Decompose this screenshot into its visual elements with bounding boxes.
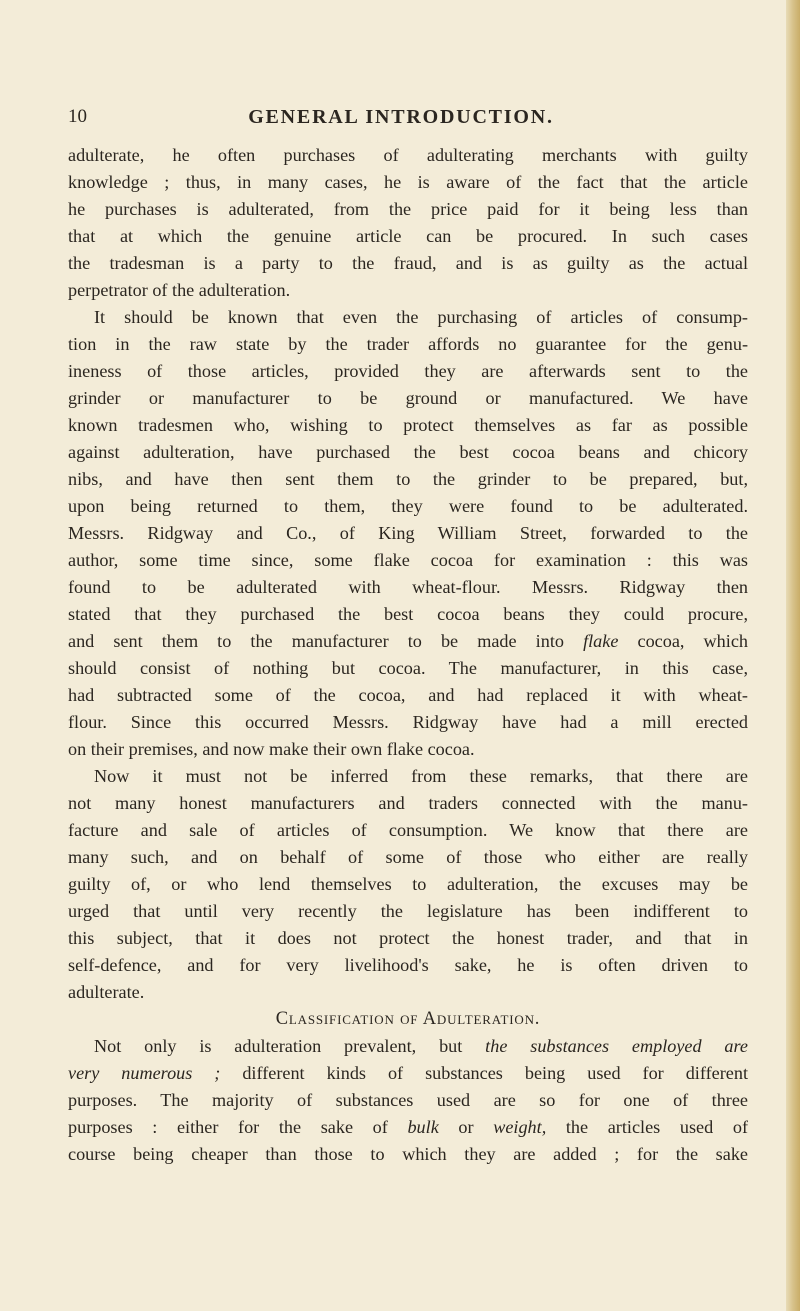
- page-header: [54, 106, 748, 136]
- text-line: should consist of nothing but cocoa. The manufacturer, in this case,: [68, 658, 748, 678]
- text-line: knowledge ; thus, in many cases, he is aware of the fact that the article: [68, 172, 748, 192]
- running-title: GENERAL INTRODUCTION.: [248, 106, 554, 128]
- text-line: on their premises, and now make their own flake cocoa.: [68, 739, 475, 759]
- text-segment: cocoa, which: [618, 631, 748, 651]
- page-edge: [786, 0, 800, 1311]
- text-line: nibs, and have then sent them to the grinder to be prepared, but,: [68, 469, 748, 489]
- text-line: found to be adulterated with wheat-flour. Messrs. Ridgway then: [68, 577, 748, 597]
- text-line: urged that until very recently the legislature has been indifferent to: [68, 901, 748, 921]
- italic-phrase: very numerous ;: [68, 1063, 221, 1083]
- text-line: known tradesmen who, wishing to protect themselves as far as possible: [68, 415, 748, 435]
- text-segment: or: [438, 1117, 494, 1137]
- text-line: many such, and on behalf of some of those who either are really: [68, 847, 748, 867]
- text-line: Messrs. Ridgway and Co., of King William Street, forwarded to the: [68, 523, 748, 543]
- italic-term: bulk: [407, 1117, 439, 1137]
- text-line-mixed: [68, 1033, 748, 1060]
- body-text: [68, 142, 748, 1168]
- text-segment: Not only is adulteration prevalent, but: [94, 1036, 486, 1056]
- text-line: had subtracted some of the cocoa, and had replaced it with wheat-: [68, 685, 748, 705]
- text-segment: purposes : either for the sake of: [68, 1117, 408, 1137]
- italic-phrase: the substances employed are: [485, 1036, 748, 1056]
- text-line: guilty of, or who lend themselves to adulteration, the excuses may be: [68, 874, 748, 894]
- page-number: 10: [68, 106, 87, 127]
- text-line: course being cheaper than those to which they are added ; for the sake: [68, 1144, 748, 1164]
- text-line: this subject, that it does not protect the honest trader, and that in: [68, 928, 748, 948]
- text-line: adulterate.: [68, 982, 145, 1002]
- text-line-mixed: [68, 1060, 748, 1087]
- text-line-mixed: [68, 1114, 748, 1141]
- text-line: grinder or manufacturer to be ground or manufactured. We have: [68, 388, 748, 408]
- text-line: Now it must not be inferred from these remarks, that there are: [94, 766, 748, 786]
- text-line: tion in the raw state by the trader affords no guarantee for the genu-: [68, 334, 748, 354]
- text-segment: different kinds of substances being used for different: [220, 1063, 748, 1083]
- italic-term: weight,: [493, 1117, 547, 1137]
- text-line: that at which the genuine article can be procured. In such cases: [68, 226, 748, 246]
- section-heading: Classification of Adulteration.: [275, 1009, 541, 1029]
- text-segment: the articles used of: [546, 1117, 748, 1137]
- text-line: self-defence, and for very livelihood's sake, he is often driven to: [68, 955, 748, 975]
- text-segment: and sent them to the manufacturer to be made into: [68, 631, 584, 651]
- text-line: It should be known that even the purchasing of articles of consump-: [94, 307, 748, 327]
- text-line: perpetrator of the adulteration.: [68, 280, 291, 300]
- text-line: against adulteration, have purchased the best cocoa beans and chicory: [68, 442, 748, 462]
- text-line-mixed: [68, 628, 748, 655]
- text-line: facture and sale of articles of consumption. We know that there are: [68, 820, 748, 840]
- text-line: adulterate, he often purchases of adulterating merchants with guilty: [68, 145, 748, 165]
- text-line: author, some time since, some flake cocoa for examination : this was: [68, 550, 748, 570]
- italic-term: flake: [583, 631, 619, 651]
- text-line: he purchases is adulterated, from the price paid for it being less than: [68, 199, 748, 219]
- text-line: purposes. The majority of substances used are so for one of three: [68, 1090, 748, 1110]
- text-line: flour. Since this occurred Messrs. Ridgway have had a mill erected: [68, 712, 748, 732]
- text-line: ineness of those articles, provided they are afterwards sent to the: [68, 361, 748, 381]
- text-line: upon being returned to them, they were found to be adulterated.: [68, 496, 748, 516]
- text-line: the tradesman is a party to the fraud, and is as guilty as the actual: [68, 253, 748, 273]
- text-line: not many honest manufacturers and traders connected with the manu-: [68, 793, 748, 813]
- text-line: stated that they purchased the best cocoa beans they could procure,: [68, 604, 748, 624]
